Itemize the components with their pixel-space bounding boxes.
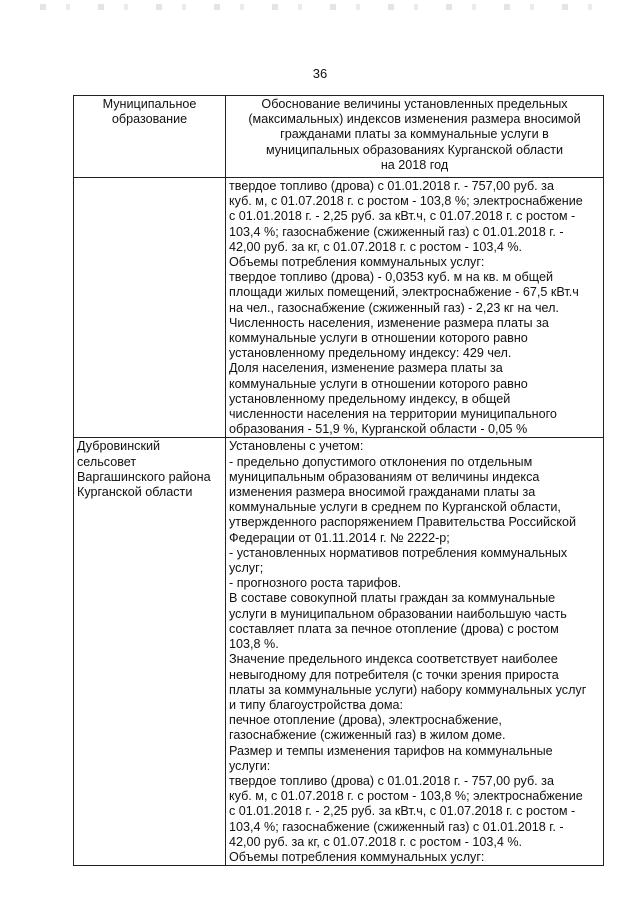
table-row xyxy=(74,438,604,866)
text-line: Варгашинского района xyxy=(77,469,211,484)
text-line: куб. м, с 01.07.2018 г. с ростом - 103,8 %; электроснабжение xyxy=(229,789,583,804)
text-line: с 01.01.2018 г. - 2,25 руб. за кВт.ч, с 01.07.2018 г. с ростом - xyxy=(229,804,576,819)
text-line: 103,8 %. xyxy=(229,637,279,652)
text-line: и типу благоустройства дома: xyxy=(229,697,404,712)
text-line: Объемы потребления коммунальных услуг: xyxy=(229,849,485,864)
text-line: изменения размера вносимой гражданами платы за xyxy=(229,485,536,500)
text-line: твердое топливо (дрова) с 01.01.2018 г. - 757,00 руб. за xyxy=(229,773,554,788)
text-line: коммунальные услуги в отношении которого равно xyxy=(229,376,528,391)
text-line: с 01.01.2018 г. - 2,25 руб. за кВт.ч, с 01.07.2018 г. с ростом - xyxy=(229,209,576,224)
text-line: образование xyxy=(111,112,188,126)
text-line: твердое топливо (дрова) с 01.01.2018 г. - 757,00 руб. за xyxy=(229,179,554,193)
text-line: Федерации от 01.11.2014 г. № 2222-р; xyxy=(229,530,450,545)
table-row xyxy=(74,178,604,438)
text-line: коммунальные услуги в отношении которого равно xyxy=(229,331,528,346)
text-line: 103,4 %; газоснабжение (сжиженный газ) с 01.01.2018 г. - xyxy=(229,224,564,239)
header-justification xyxy=(226,96,604,178)
text-line: составляет плата за печное отопление (дрова) с ростом xyxy=(229,621,559,636)
text-line: печное отопление (дрова), электроснабжение, xyxy=(229,713,502,728)
text-line: газоснабжение (сжиженный газ) в жилом доме. xyxy=(229,728,506,743)
justification-cell xyxy=(226,438,604,866)
justification-cell xyxy=(226,178,604,438)
tariff-table xyxy=(73,95,604,866)
text-line: Муниципальное xyxy=(102,97,197,111)
text-line: установленному предельному индексу: 429 чел. xyxy=(229,346,512,361)
text-line: - прогнозного роста тарифов. xyxy=(229,576,402,591)
municipality-cell xyxy=(74,438,226,866)
text-line: услуги в муниципальном образовании наибольшую часть xyxy=(229,606,567,621)
text-line: 42,00 руб. за кг, с 01.07.2018 г. с ростом - 103,4 %. xyxy=(229,834,523,849)
page-number: 36 xyxy=(312,66,328,81)
text-line: Размер и темпы изменения тарифов на коммунальные xyxy=(229,743,553,758)
text-line: В составе совокупной платы граждан за коммунальные xyxy=(229,591,556,606)
header-municipality xyxy=(74,96,226,178)
text-line: твердое топливо (дрова) - 0,0353 куб. м на кв. м общей xyxy=(229,270,554,285)
text-line: Численность населения, изменение размера платы за xyxy=(229,315,549,330)
text-line: на 2018 год xyxy=(380,157,449,172)
text-line: образования - 51,9 %, Курганской области - 0,05 % xyxy=(229,422,528,437)
table-header-row xyxy=(74,96,604,178)
text-line: Дубровинский xyxy=(77,439,161,454)
text-line: коммунальные услуги в среднем по Курганской области, xyxy=(229,500,561,515)
scan-artifact xyxy=(40,4,600,10)
text-line: услуги: xyxy=(229,758,271,773)
text-line: Значение предельного индекса соответствует наиболее xyxy=(229,652,558,667)
text-line: на чел., газоснабжение (сжиженный газ) - 2,23 кг на чел. xyxy=(229,300,559,315)
text-line: куб. м, с 01.07.2018 г. с ростом - 103,8 %; электроснабжение xyxy=(229,194,583,209)
text-line: 42,00 руб. за кг, с 01.07.2018 г. с ростом - 103,4 %. xyxy=(229,239,523,254)
text-line: Доля населения, изменение размера платы за xyxy=(229,361,503,376)
text-line: (максимальных) индексов изменения размера вносимой xyxy=(248,112,581,127)
text-line: невыгодному для потребителя (с точки зрения прироста xyxy=(229,667,559,682)
text-line: сельсовет xyxy=(77,454,137,469)
text-line: муниципальным образованиям от величины индекса xyxy=(229,469,540,484)
text-line: гражданами платы за коммунальные услуги в xyxy=(280,127,549,142)
text-line: платы за коммунальные услуги) набору коммунальных услуг xyxy=(229,682,587,697)
text-line: - установленных нормативов потребления коммунальных xyxy=(229,545,568,560)
text-line: Установлены с учетом: xyxy=(229,439,364,454)
text-line: услуг; xyxy=(229,561,264,576)
text-line: Обоснование величины установленных предельных xyxy=(261,97,568,111)
text-line: установленному предельному индексу, в общей xyxy=(229,391,511,406)
text-line: площади жилых помещений, электроснабжение - 67,5 кВт.ч xyxy=(229,285,579,300)
text-line: 103,4 %; газоснабжение (сжиженный газ) с 01.01.2018 г. - xyxy=(229,819,564,834)
text-line: - предельно допустимого отклонения по отдельным xyxy=(229,454,533,469)
text-line: муниципальных образованиях Курганской области xyxy=(265,142,564,157)
text-line: Курганской области xyxy=(77,485,193,500)
text-line: утвержденного распоряжением Правительства Российской xyxy=(229,515,577,530)
text-line: численности населения на территории муниципального xyxy=(229,407,557,422)
municipality-cell xyxy=(74,178,226,438)
text-line: Объемы потребления коммунальных услуг: xyxy=(229,255,485,270)
